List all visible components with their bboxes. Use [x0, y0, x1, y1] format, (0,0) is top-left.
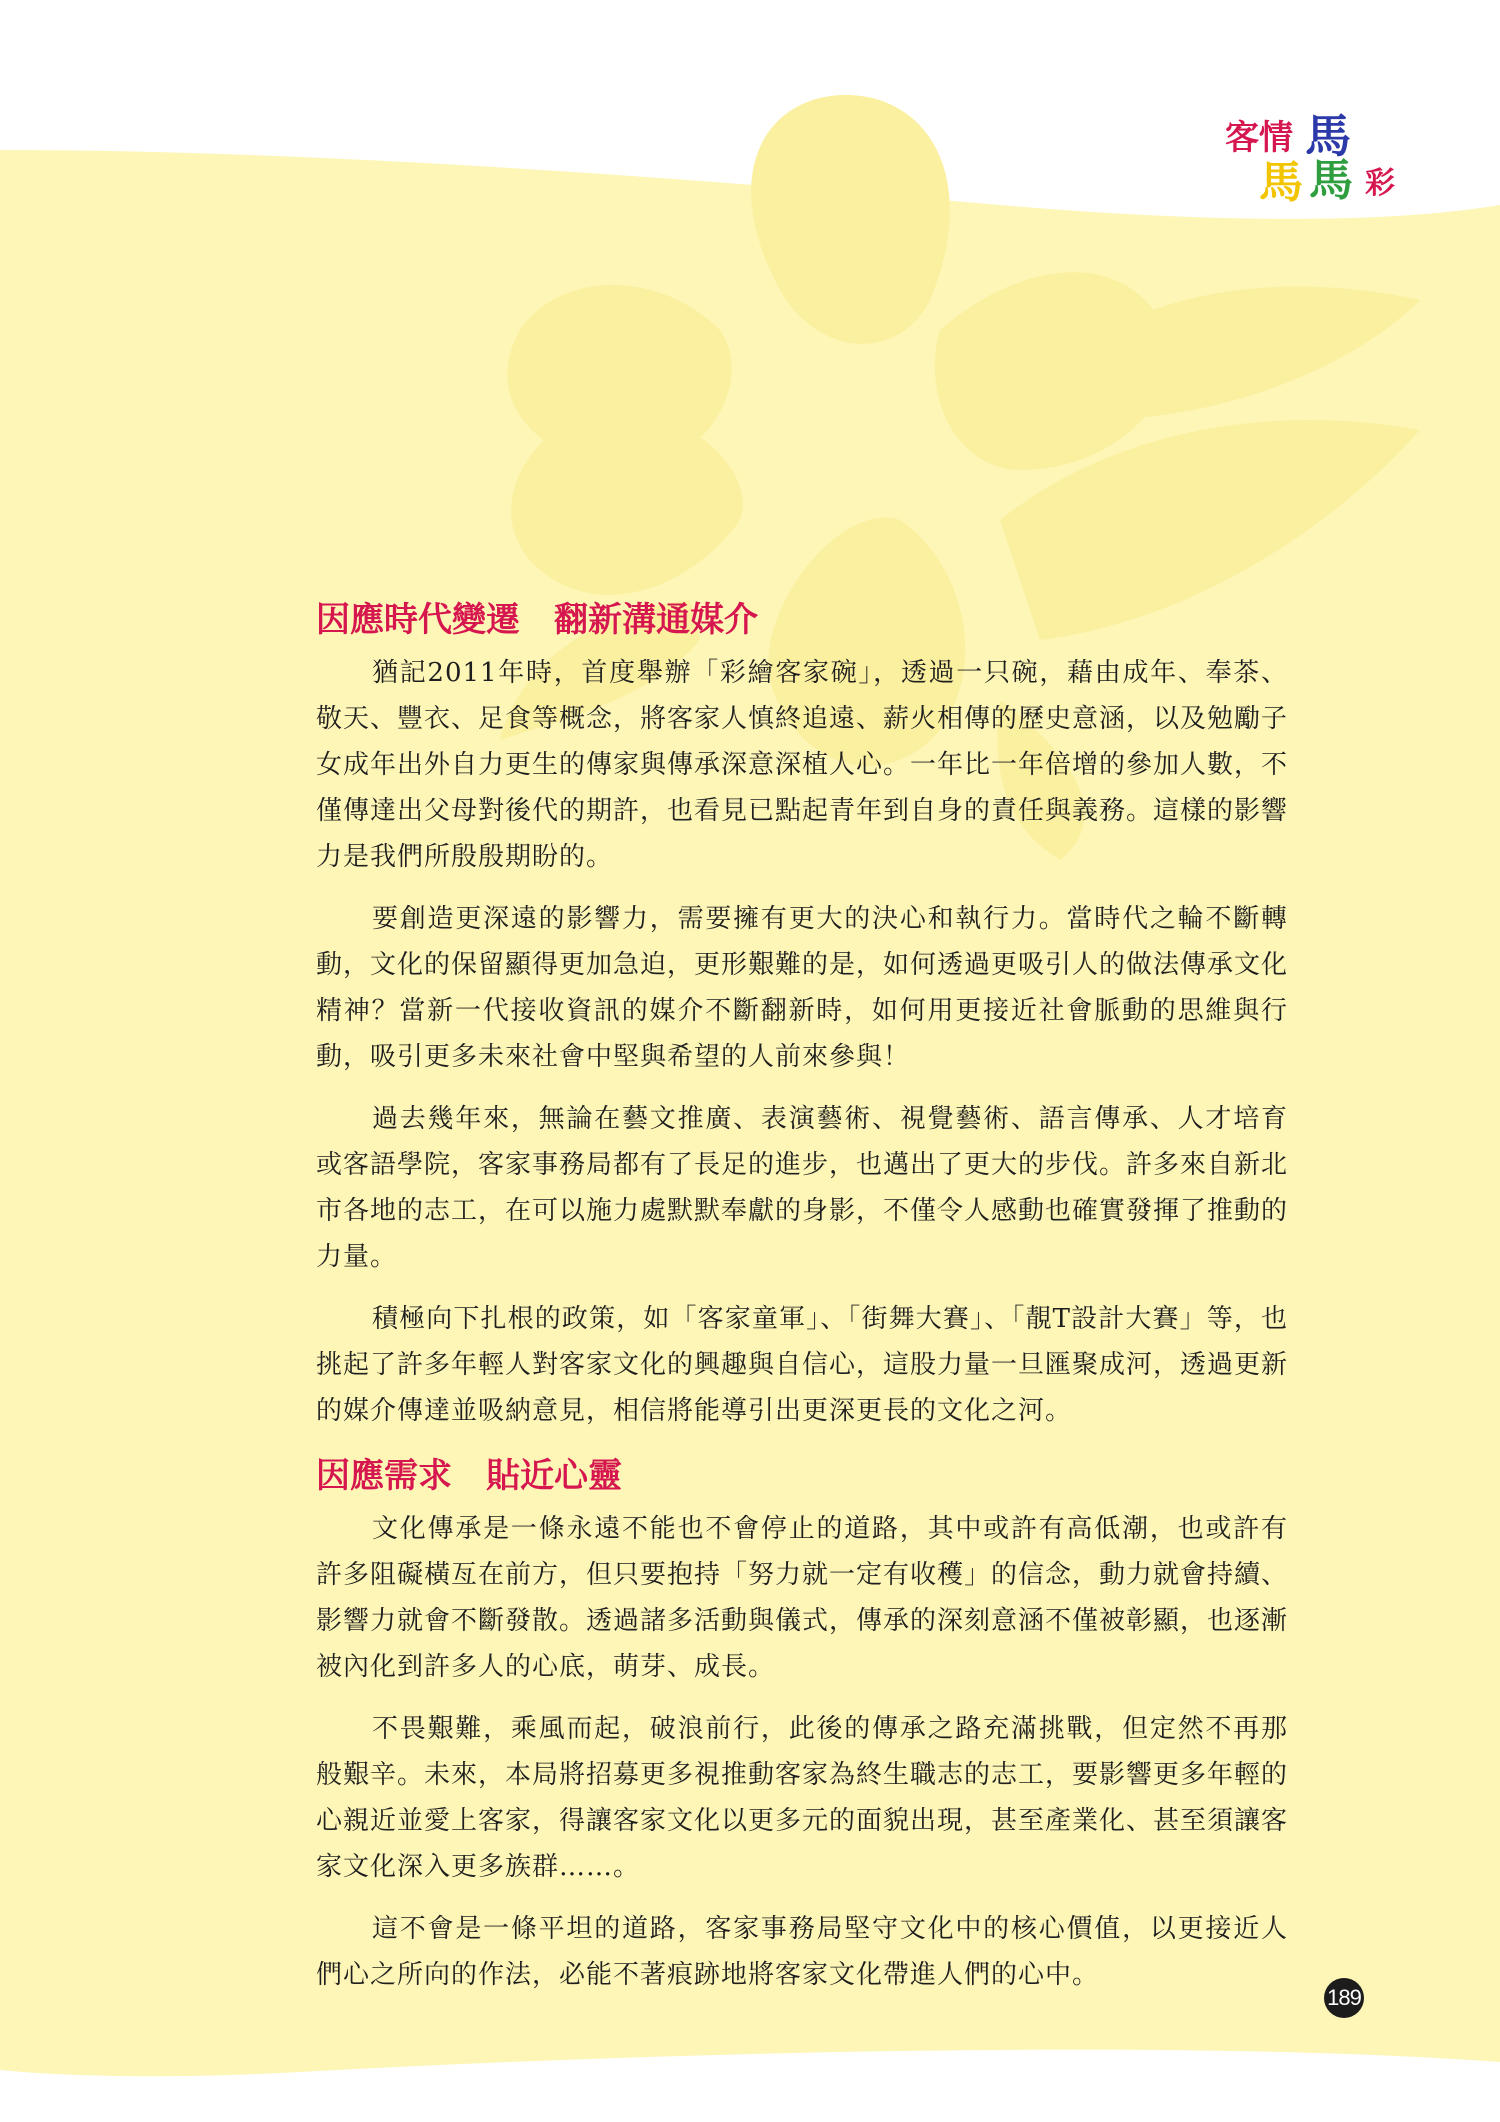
paragraph: 這不會是一條平坦的道路，客家事務局堅守文化中的核心價值，以更接近人們心之所向的作法，必能不著痕跡地將客家文化帶進人們的心中。	[316, 1914, 1288, 1990]
article-body	[316, 596, 1288, 2014]
section-1-paragraphs	[316, 650, 1288, 1434]
brand-logo	[1225, 100, 1425, 210]
paragraph: 過去幾年來，無論在藝文推廣、表演藝術、視覺藝術、語言傳承、人才培育或客語學院，客家事務局都有了長足的進步，也邁出了更大的步伐。許多來自新北市各地的志工，在可以施力處默默奉獻的身影，不僅令人感動也確實發揮了推動的力量。	[316, 1104, 1289, 1272]
paragraph: 文化傳承是一條永遠不能也不會停止的道路，其中或許有高低潮，也或許有許多阻礙橫亙在前方，但只要抱持「努力就一定有收穫」的信念，動力就會持續、影響力就會不斷發散。透過諸多活動與儀式，傳承的深刻意涵不僅被彰顯，也逐漸被內化到許多人的心底，萌芽、成長。	[316, 1514, 1289, 1682]
page-number-badge: 189	[1324, 1978, 1364, 2018]
paragraph: 猶記2011年時，首度舉辦「彩繪客家碗」，透過一只碗，藉由成年、奉茶、敬天、豐衣、足食等概念，將客家人慎終追遠、薪火相傳的歷史意涵，以及勉勵子女成年出外自力更生的傳家與傳承深意深植人心。一年比一年倍增的參加人數，不僅傳達出父母對後代的期許，也看見已點起青年到自身的責任與義務。這樣的影響力是我們所殷殷期盼的。	[316, 658, 1289, 872]
section-heading-2: 因應需求 貼近心靈	[316, 1456, 622, 1496]
brand-text-part1: 客情	[1225, 118, 1293, 158]
section-2-paragraphs	[316, 1506, 1288, 1998]
brand-horse-glyph-3: 馬	[1309, 155, 1353, 206]
brand-horse-glyph-1: 馬	[1305, 109, 1351, 163]
section-heading-1: 因應時代變遷 翻新溝通媒介	[316, 600, 758, 640]
paragraph: 要創造更深遠的影響力，需要擁有更大的決心和執行力。當時代之輪不斷轉動，文化的保留顯得更加急迫，更形艱難的是，如何透過更吸引人的做法傳承文化精神？當新一代接收資訊的媒介不斷翻新時，如何用更接近社會脈動的思維與行動，吸引更多未來社會中堅與希望的人前來參與！	[316, 904, 1289, 1072]
paragraph: 積極向下扎根的政策，如「客家童軍」、「街舞大賽」、「靚T設計大賽」等，也挑起了許多年輕人對客家文化的興趣與自信心，這股力量一旦匯聚成河，透過更新的媒介傳達並吸納意見，相信將能導引出更深更長的文化之河。	[316, 1304, 1289, 1426]
paragraph: 不畏艱難，乘風而起，破浪前行，此後的傳承之路充滿挑戰，但定然不再那般艱辛。未來，本局將招募更多視推動客家為終生職志的志工，要影響更多年輕的心親近並愛上客家，得讓客家文化以更多元的面貌出現，甚至產業化、甚至須讓客家文化深入更多族群……。	[316, 1714, 1289, 1882]
brand-text-part2: 彩	[1365, 166, 1395, 201]
brand-horse-glyph-2: 馬	[1259, 157, 1303, 208]
